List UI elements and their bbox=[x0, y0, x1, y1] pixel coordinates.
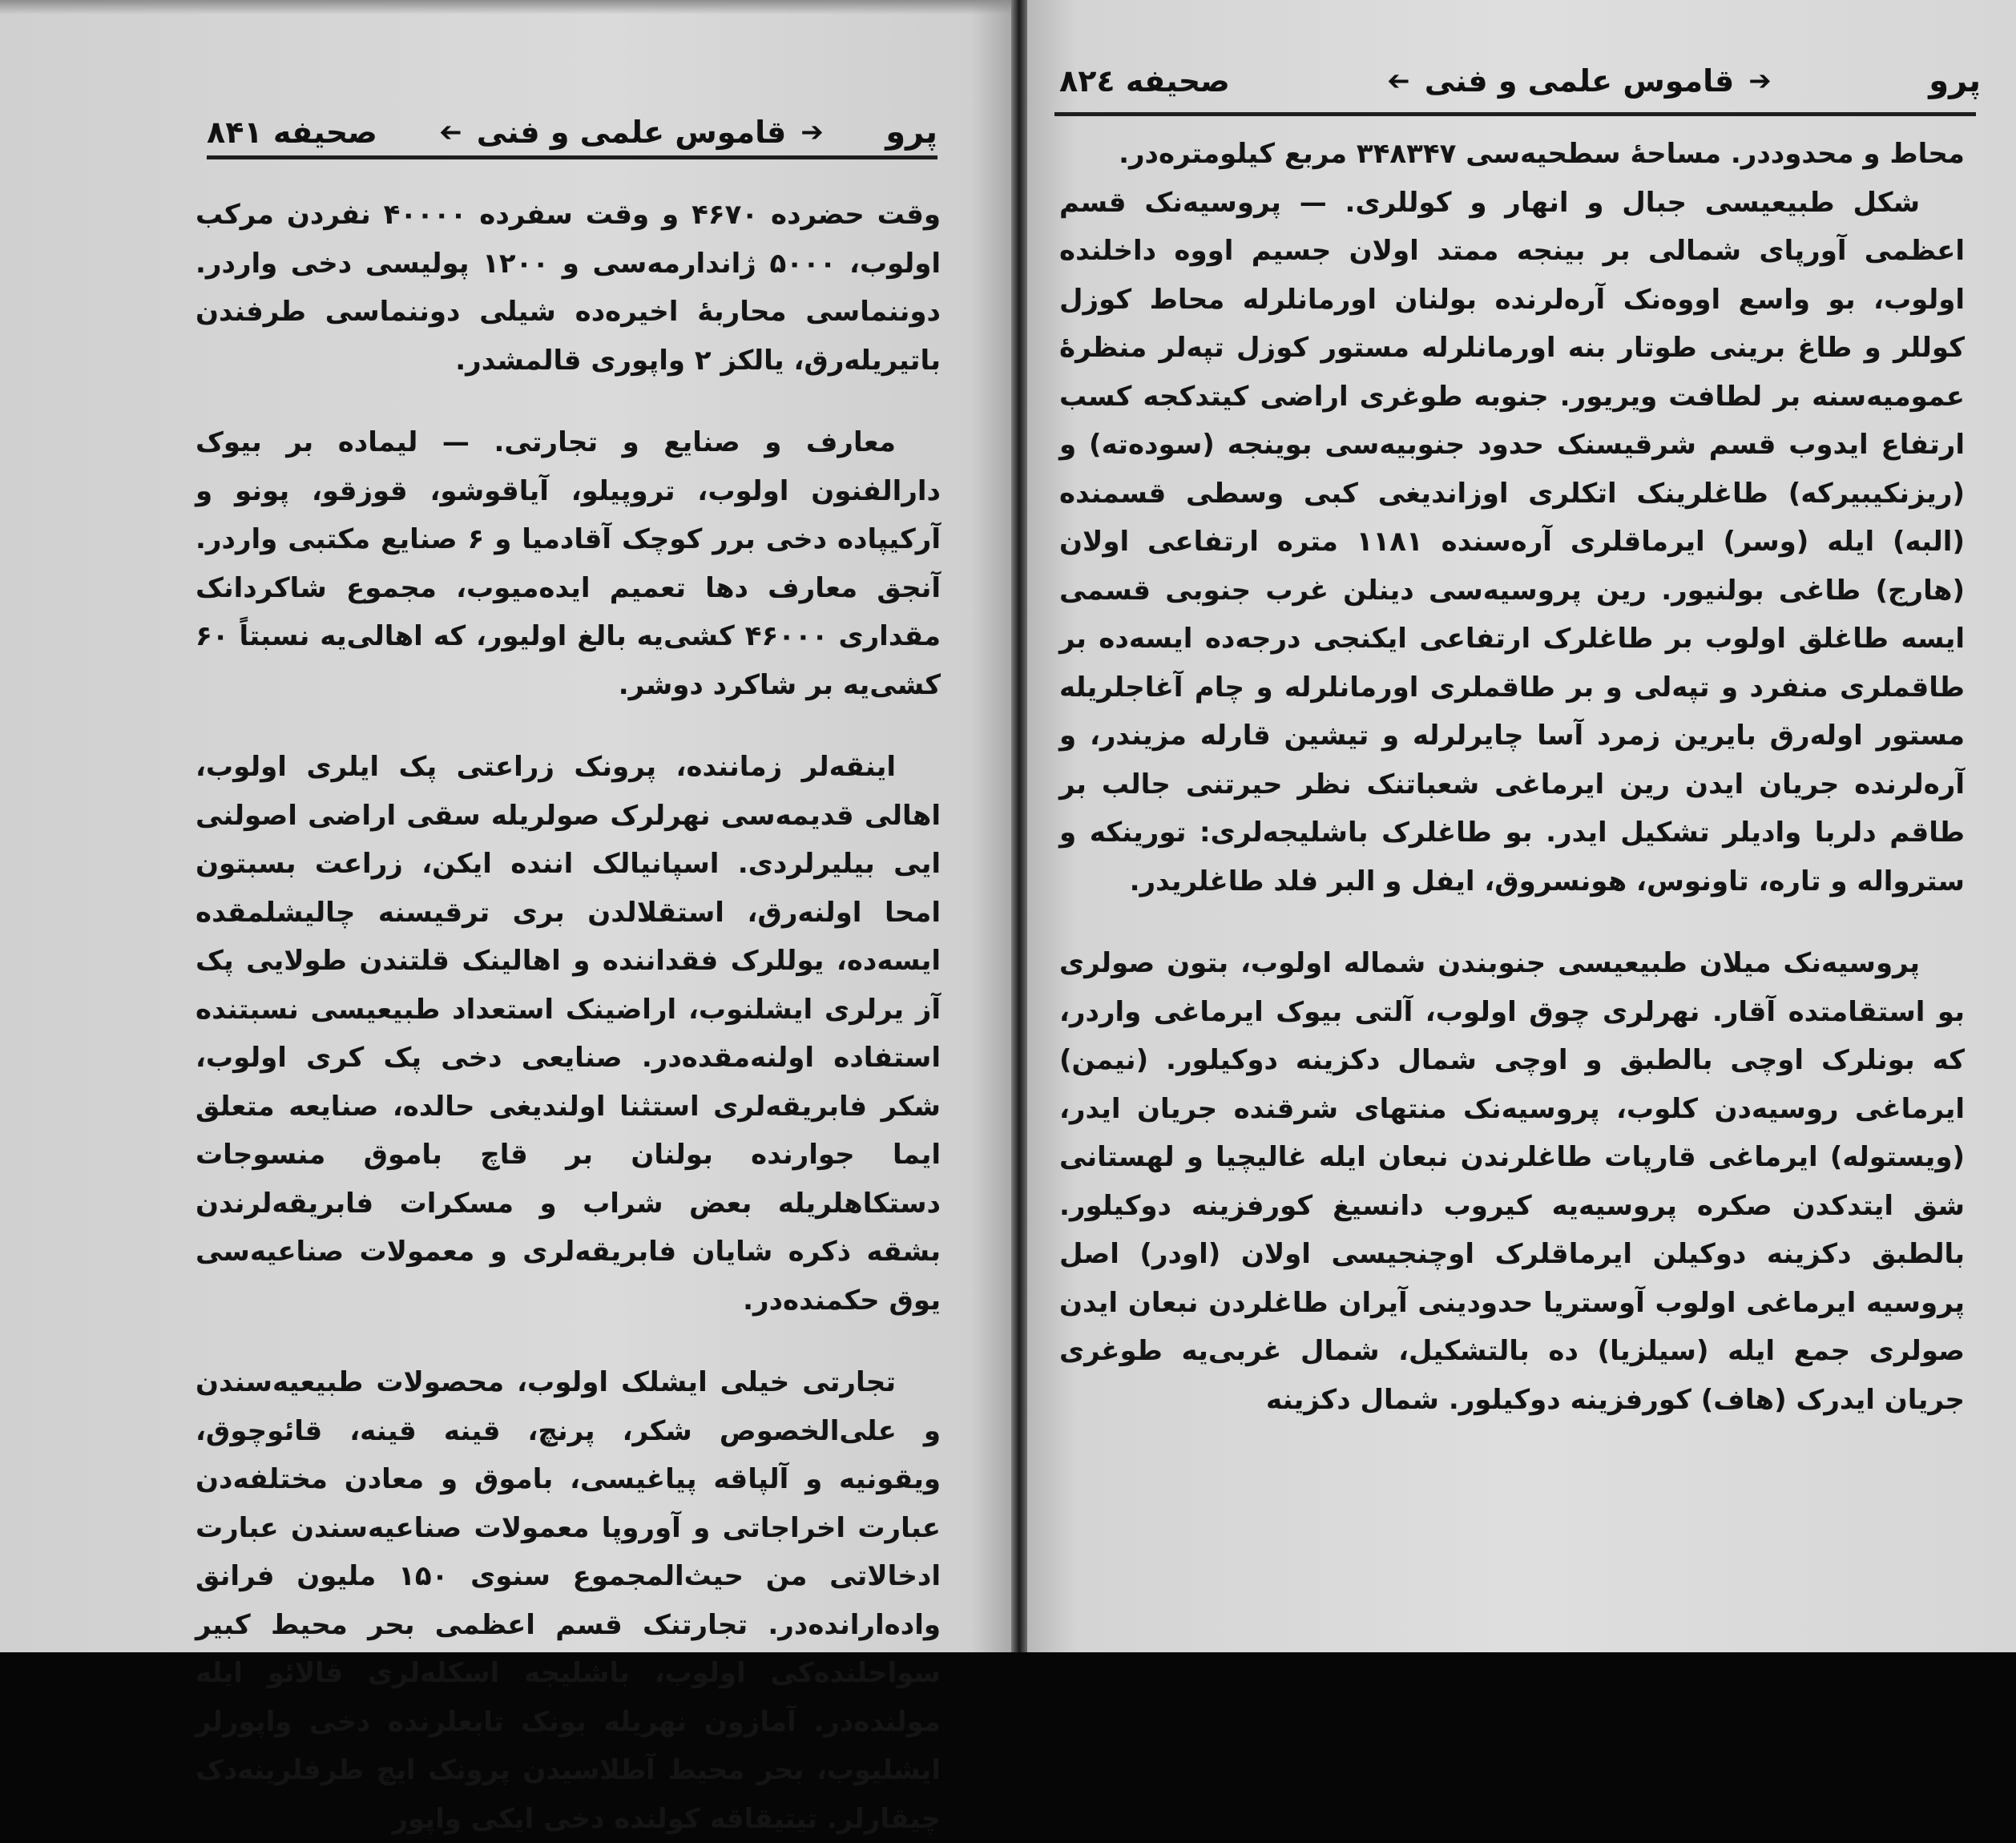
page-edge-shadow bbox=[0, 0, 1011, 14]
header-title: پرو bbox=[1929, 63, 1981, 99]
header-page-number: صحیفه ۸۴۱ bbox=[207, 115, 377, 150]
arrow-right-icon: ➔ bbox=[1387, 65, 1410, 97]
header-title: پرو bbox=[885, 114, 937, 151]
header-book-title: قاموس علمی و فنی bbox=[476, 115, 787, 150]
arrow-left-icon: ➔ bbox=[1748, 65, 1772, 97]
header-rule bbox=[207, 155, 937, 159]
right-page bbox=[1027, 0, 2016, 1652]
paragraph: پروسیه‌نک میلان طبیعیسی جنوبندن شماله اولوب، بتون صولری بو استقامتده آقار. نهرلری چوق اولوب، آلتی بیوک ایرماغی واردر، که بونلرک اوچی بالطبق و اوچی شمال دکزینه دوکیلور. (نیمن) ایرماغی روسیه‌دن کلوب، پروسیه‌نک منتهای شرقنده جریان ایدر، (ویستوله) ایرماغی قارپات طاغلرندن نبعان ایله غالیچیا و لهستانی شق ایتدکدن صکره پروسیه‌یه کیروب دانسیغ کورفزینه دوکیلور. بالطبق دکزینه دوکیلن ایرماقلرک اوچنجیسی اولان (اودر) اصل پروسیه ایرماغی اولوب آوستریا حدودینی آیران طاغلردن نبعان ایدن صولری جمع ایله (سیلزیا) ده بالتشکیل، شمال غربی‌یه طوغری جریان ایدرک (هاف) کورفزینه دوکیلور. شمال دکزینه bbox=[1059, 947, 1965, 1416]
header-book-title: قاموس علمی و فنی bbox=[1424, 63, 1735, 99]
right-page-text bbox=[1059, 130, 1965, 1636]
header-rule bbox=[1054, 112, 1976, 116]
paragraph: اینقه‌لر زماننده، پرونک زراعتی پک ایلری اولوب، اهالی قدیمه‌سی نهرلرک صولریله سقی اراضی اصولنی ایی بیلیرلردی. اسپانیالک اننده ایکن، زراعت بسبتون امحا اولنه‌رق، استقلالدن بری ترقیسنه چالیشلمقده ایسه‌ده، یوللرک فقداننده و اهالینک قلتندن طولایی پک آز یرلری ایشلنوب، اراضینک استعداد طبیعیسی نسبتنده استفاده اولنه‌مقده‌در. صنایعی دخی پک کری اولوب، شکر فابریقه‌لری استثنا اولندیغی حالده، صنایعه متعلق ایما جوارنده بولنان بر قاچ باموق منسوجات دستکاهلریله بعض شراب و مسکرات فابریقه‌لرندن بشقه ذکره شایان فابریقه‌لری و معمولات صناعیه‌سی یوق حکمنده‌در. bbox=[196, 751, 941, 1317]
left-page-header bbox=[207, 114, 937, 151]
left-page bbox=[0, 0, 1011, 1835]
paragraph: شکل طبیعیسی جبال و انهار و کوللری. — پروسیه‌نک قسم اعظمی آورپای شمالی بر بینجه ممتد اولان جسیم اووه داخلنده اولوب، بو واسع اووه‌نک آره‌لرنده بولنان اورمانلرله محاط کوزل کوللر و طاغ برینی طوتار بنه اورمانلرله مستور کوزل تپه‌لر منظرهٔ عمومیه‌سنه بر لطافت ویریور. جنوبه طوغری اراضی کیتدکجه کسب ارتفاع ایدوب قسم شرقیسنک حدود جنوبیه‌سی بوینجه (سوده‌ته) و (ریزنکیبیرکه) طاغلرینک اتکلری اوزاندیغی کبی وسطی قسمنده (البه) ایله (وسر) ایرماقلری آره‌سنده ۱۱۸۱ متره ارتفاعی اولان (هارج) طاغی بولنیور. رین پروسیه‌سی دینلن غرب جنوبی قسمی ایسه طاغلق اولوب بر طاغلرک ارتفاعی ایکنجی درجه‌ده ایسه‌ده بر طاقملری منفرد و تپه‌لی و بر طاقملری اورمانلرله و چام آغاجلریله مستور اوله‌رق بایرین زمرد آسا چایرلرله و تیشین قارله مزیندر، و آره‌لرنده جریان ایدن رین ایرماغی شعباتنک نظر حیرتنی جالب بر طاقم دلربا وادیلر تشکیل ایدر. بو طاغلرک باشلیجه‌لری: تورینکه و سترواله و تاره، تاونوس، هونسروق، ایفل و البر فلد طاغلریدر. bbox=[1059, 186, 1965, 897]
paragraph: وقت حضرده ۴۶۷۰ و وقت سفرده ۴۰۰۰۰ نفردن مرکب اولوب، ۵۰۰۰ ژاندارمه‌سی و ۱۲۰۰ پولیسی دخی واردر. دوننماسی محاربهٔ اخیره‌ده شیلی دوننماسی طرفندن باتیریله‌رق، یالکز ۲ واپوری قالمشدر. bbox=[196, 199, 941, 377]
arrow-right-icon: ➔ bbox=[439, 116, 462, 148]
arrow-left-icon: ➔ bbox=[800, 116, 824, 148]
right-page-header bbox=[1059, 63, 1981, 99]
paragraph: محاط و محدوددر. مساحهٔ سطحیه‌سی ۳۴۸۳۴۷ مربع کیلومتره‌در. bbox=[1119, 138, 1965, 170]
header-center bbox=[439, 115, 823, 150]
book-gutter bbox=[1011, 0, 1027, 1652]
header-page-number: صحیفه ۸۲٤ bbox=[1059, 63, 1230, 99]
left-page-text bbox=[196, 191, 941, 1835]
paragraph: معارف و صنایع و تجارتی. — لیماده بر بیوک دارالفنون اولوب، تروپیلو، آیاقوشو، قوزقو، پونو و آرکیپاده دخی برر کوچک آقادمیا و ۶ صنایع مکتبی واردر. آنجق معارف دها تعمیم ایده‌میوب، مجموع شاکردانک مقداری ۴۶۰۰۰ کشی‌یه بالغ اولیور، که اهالی‌یه نسبتاً ۶۰ کشی‌یه بر شاکرد دوشر. bbox=[196, 426, 941, 701]
header-center bbox=[1387, 63, 1771, 99]
paragraph: تجارتی خیلی ایشلک اولوب، محصولات طبیعیه‌سندن و علی‌الخصوص شکر، پرنچ، قینه قینه، قائوچوق، ویقونیه و آلپاقه پیاغیسی، باموق و معادن مختلفه‌دن عبارت اخراجاتی و آوروپا معمولات صناعیه‌سندن عبارت ادخالاتی من حیث‌المجموع سنوی ۱۵۰ ملیون فرانق واده‌ارانده‌در. تجارتنک قسم اعظمی بحر محیط کبیر سواحلنده‌کی اولوب، باشلیجه اسکله‌لری قالائو ایله مولنده‌در. آمازون نهریله بونک تابعلرنده دخی واپورلر ایشلیوب، بحر محیط آطلاسیدن پرونک ایچ طرفلرینه‌دک چیقارلر. تیتیقاقه کولنده دخی ایکی واپور bbox=[196, 1366, 941, 1835]
